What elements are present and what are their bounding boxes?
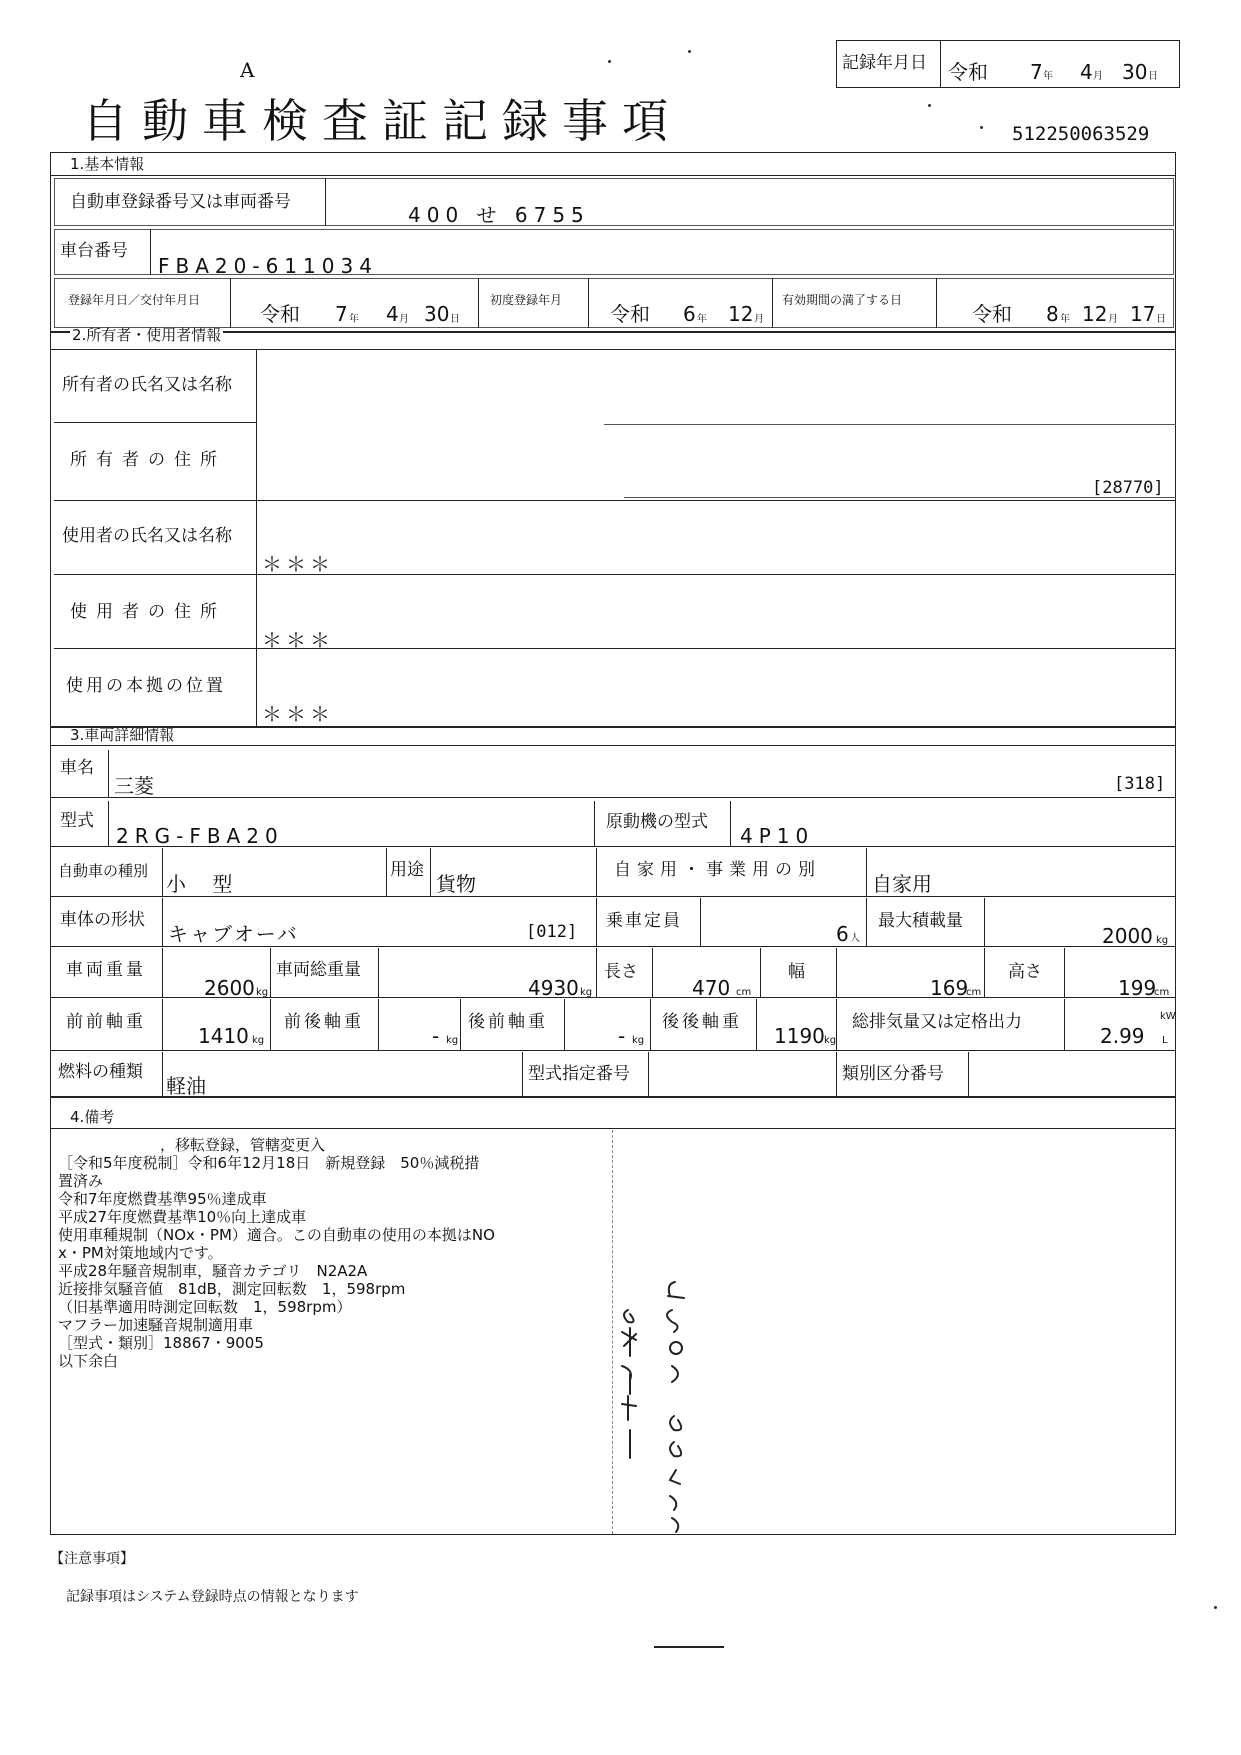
height-label: 高さ bbox=[1008, 962, 1042, 982]
expiry-month: 12 bbox=[1082, 302, 1108, 326]
remarks-line: ，移転登録，管轄変更入 bbox=[160, 1136, 326, 1154]
owner-address-code: [28770] bbox=[1092, 478, 1164, 498]
user-address: ＊＊＊ bbox=[262, 628, 334, 652]
rf-axle: - bbox=[618, 1024, 626, 1048]
model: 2RG-FBA20 bbox=[116, 824, 284, 848]
fuel-label: 燃料の種類 bbox=[58, 1062, 143, 1082]
body-shape: キャブオーバ bbox=[168, 922, 299, 946]
owner-address-label: 所有者の住所 bbox=[70, 450, 226, 470]
remarks-line: x・PM対策地域内です。 bbox=[58, 1244, 223, 1262]
width-label: 幅 bbox=[788, 962, 805, 982]
remarks-line: （旧基準適用時測定回転数 1，598rpm） bbox=[58, 1298, 352, 1316]
record-date-day-unit: 日 bbox=[1148, 71, 1158, 82]
reg-date-era: 令和 bbox=[260, 302, 300, 326]
year-unit: 年 bbox=[349, 314, 359, 325]
rf-axle-label: 後前軸重 bbox=[468, 1012, 548, 1032]
owner-user-title: 2.所有者・使用者情報 bbox=[72, 326, 222, 344]
first-reg-label: 初度登録年月 bbox=[490, 293, 563, 307]
model-label: 型式 bbox=[60, 811, 94, 831]
month-unit: 月 bbox=[754, 314, 764, 325]
gross-weight: 4930 bbox=[528, 976, 579, 1000]
base-location: ＊＊＊ bbox=[262, 702, 334, 726]
record-date-label: 記録年月日 bbox=[842, 53, 927, 73]
kg-unit: kg bbox=[256, 987, 269, 998]
kw-unit: kW bbox=[1160, 1011, 1176, 1022]
fuel-type: 軽油 bbox=[166, 1074, 206, 1098]
month-unit: 月 bbox=[1108, 314, 1118, 325]
user-address-label: 使用者の住所 bbox=[70, 602, 226, 622]
day-unit: 日 bbox=[1156, 314, 1166, 325]
reg-date-day: 30 bbox=[424, 302, 450, 326]
first-reg-year: 6 bbox=[683, 302, 696, 326]
kg-unit: kg bbox=[252, 1035, 265, 1046]
reg-date-year: 7 bbox=[335, 302, 348, 326]
remarks-line: マフラー加速騒音規制適用車 bbox=[58, 1316, 254, 1334]
basic-info-title: 1.基本情報 bbox=[70, 155, 145, 173]
reg-date-label: 登録年月日／交付年月日 bbox=[68, 293, 201, 307]
corner-mark: A bbox=[240, 58, 255, 82]
width: 169 bbox=[930, 976, 969, 1000]
remarks-line: ［型式・類別］18867・9005 bbox=[58, 1334, 264, 1352]
year-unit: 年 bbox=[1060, 314, 1070, 325]
handwritten-scribble bbox=[600, 1270, 730, 1540]
remarks-line: 平成27年度燃費基準10％向上達成車 bbox=[58, 1208, 307, 1226]
cm-unit: cm bbox=[966, 987, 982, 998]
record-date-year-unit: 年 bbox=[1043, 71, 1053, 82]
displacement: 2.99 bbox=[1100, 1024, 1145, 1048]
month-unit: 月 bbox=[399, 314, 409, 325]
remarks-line: ［令和5年度税制］令和6年12月18日 新規登録 50％減税措 bbox=[58, 1154, 480, 1172]
reg-date-month: 4 bbox=[386, 302, 399, 326]
height: 199 bbox=[1118, 976, 1157, 1000]
remarks-line: 使用車種規制（NOx・PM）適合。この自動車の使用の本拠はNO bbox=[58, 1226, 495, 1244]
remarks-line: 平成28年騒音規制車，騒音カテゴリ N2A2A bbox=[58, 1262, 368, 1280]
record-date-month: 4 bbox=[1080, 60, 1093, 84]
engine-label: 原動機の型式 bbox=[606, 812, 708, 832]
remarks-line: 以下余白 bbox=[58, 1352, 119, 1370]
kg-unit: kg bbox=[632, 1035, 645, 1046]
weight-label: 車両重量 bbox=[66, 960, 146, 980]
engine-model: 4P10 bbox=[740, 824, 815, 848]
kg-unit: kg bbox=[446, 1035, 459, 1046]
remarks-line: 近接排気騒音値 81dB，測定回転数 1，598rpm bbox=[58, 1280, 406, 1298]
body-shape-code: [012] bbox=[526, 922, 578, 942]
vehicle-detail-title: 3.車両詳細情報 bbox=[70, 726, 175, 744]
length: 470 bbox=[692, 976, 731, 1000]
type-designation-label: 型式指定番号 bbox=[528, 1064, 630, 1084]
record-date-era: 令和 bbox=[948, 60, 988, 84]
chassis-label: 車台番号 bbox=[60, 241, 128, 261]
cm-unit: cm bbox=[736, 987, 752, 998]
private-business: 自家用 bbox=[872, 872, 932, 896]
owner-name-label: 所有者の氏名又は名称 bbox=[62, 375, 232, 395]
kg-unit: kg bbox=[824, 1035, 837, 1046]
expiry-day: 17 bbox=[1130, 302, 1156, 326]
kg-unit: kg bbox=[1156, 935, 1169, 946]
remarks-line: 令和7年度燃費基準95％達成車 bbox=[58, 1190, 267, 1208]
capacity: 6 bbox=[836, 922, 849, 946]
kind: 小 型 bbox=[166, 872, 243, 896]
reg-number-label: 自動車登録番号又は車両番号 bbox=[70, 192, 291, 212]
page-title: 自動車検査証記録事項 bbox=[82, 94, 682, 148]
base-location-label: 使用の本拠の位置 bbox=[66, 676, 226, 696]
remarks-line: 置済み bbox=[58, 1172, 104, 1190]
expiry-era: 令和 bbox=[972, 302, 1012, 326]
capacity-unit: 人 bbox=[850, 933, 860, 944]
rr-axle: 1190 bbox=[774, 1024, 825, 1048]
day-unit: 日 bbox=[450, 314, 460, 325]
first-reg-era: 令和 bbox=[610, 302, 650, 326]
expiry-year: 8 bbox=[1046, 302, 1059, 326]
record-date-month-unit: 月 bbox=[1093, 71, 1103, 82]
max-load-label: 最大積載量 bbox=[878, 911, 963, 931]
max-load: 2000 bbox=[1102, 924, 1153, 948]
vehicle-weight: 2600 bbox=[204, 976, 255, 1000]
gross-weight-label: 車両総重量 bbox=[276, 960, 361, 980]
notes-text: 記録事項はシステム登録時点の情報となります bbox=[66, 1589, 359, 1605]
record-date-day: 30 bbox=[1122, 60, 1148, 84]
use: 貨物 bbox=[436, 872, 476, 896]
ff-axle: 1410 bbox=[198, 1024, 249, 1048]
fr-axle-label: 前後軸重 bbox=[284, 1012, 364, 1032]
remarks-title: 4.備考 bbox=[70, 1108, 115, 1126]
cm-unit: cm bbox=[1154, 987, 1170, 998]
user-name: ＊＊＊ bbox=[262, 552, 334, 576]
kind-label: 自動車の種別 bbox=[58, 862, 149, 880]
liter-unit: L bbox=[1162, 1035, 1168, 1046]
year-unit: 年 bbox=[697, 314, 707, 325]
first-reg-month: 12 bbox=[728, 302, 754, 326]
capacity-label: 乗車定員 bbox=[606, 911, 682, 931]
expiry-label: 有効期間の満了する日 bbox=[782, 293, 903, 307]
fr-axle: - bbox=[432, 1024, 440, 1048]
record-date-year: 7 bbox=[1030, 60, 1043, 84]
category-number-label: 類別区分番号 bbox=[842, 1064, 944, 1084]
private-business-label: 自家用・事業用の別 bbox=[614, 860, 821, 880]
displacement-label: 総排気量又は定格出力 bbox=[852, 1012, 1022, 1032]
car-name-label: 車名 bbox=[60, 758, 94, 778]
reg-number: 400 せ 6755 bbox=[408, 203, 590, 227]
notes-title: 【注意事項】 bbox=[50, 1551, 134, 1567]
car-name-code: [318] bbox=[1114, 774, 1166, 794]
length-label: 長さ bbox=[604, 962, 638, 982]
ff-axle-label: 前前軸重 bbox=[66, 1012, 146, 1032]
rr-axle-label: 後後軸重 bbox=[662, 1012, 742, 1032]
use-label: 用途 bbox=[390, 860, 424, 880]
car-name: 三菱 bbox=[114, 774, 154, 798]
chassis-number: FBA20-611034 bbox=[158, 254, 378, 278]
body-shape-label: 車体の形状 bbox=[60, 910, 145, 930]
doc-number: 512250063529 bbox=[1012, 123, 1150, 145]
kg-unit: kg bbox=[580, 987, 593, 998]
user-name-label: 使用者の氏名又は名称 bbox=[62, 526, 232, 546]
